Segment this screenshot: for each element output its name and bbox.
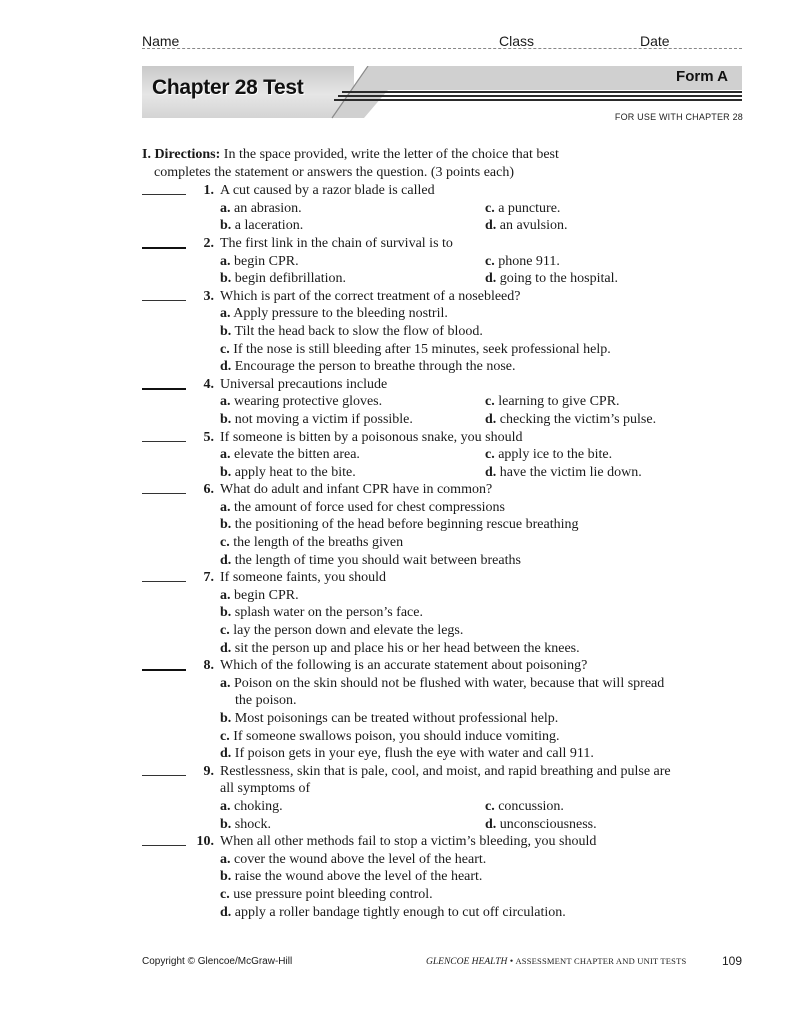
question-text: Restlessness, skin that is pale, cool, and moist, and rapid breathing and pulse are	[220, 763, 671, 779]
answer-blank-4[interactable]	[142, 376, 186, 390]
choice-letter: d.	[220, 552, 232, 568]
question-4	[142, 376, 752, 429]
choice-c: concussion.	[498, 798, 564, 814]
choice-letter: b.	[220, 464, 232, 480]
question-text: Universal precautions include	[220, 376, 388, 392]
page-number: 109	[722, 954, 743, 968]
question-number: 6.	[203, 482, 214, 498]
choice-letter: b.	[220, 323, 232, 339]
choice-letter: c.	[485, 798, 495, 814]
answer-blank-2[interactable]	[142, 235, 186, 249]
choice-c: phone 911.	[498, 253, 560, 269]
choice-letter: a.	[220, 851, 231, 867]
choice-a: wearing protective gloves.	[234, 394, 383, 410]
choice-d: unconsciousness.	[499, 816, 597, 832]
choice-d: Encourage the person to breathe through the nose.	[234, 359, 516, 375]
choice-a-continued: the poison.	[235, 693, 297, 709]
choice-c: If the nose is still bleeding after 15 minutes, seek professional help.	[233, 341, 611, 357]
choice-letter: a.	[220, 587, 231, 603]
question-number: 8.	[203, 658, 214, 674]
choice-letter: a.	[220, 306, 231, 322]
chapter-subtitle: FOR USE WITH CHAPTER 28	[614, 112, 743, 122]
name-label: Name	[142, 33, 180, 49]
question-text: If someone faints, you should	[220, 570, 387, 586]
question-number: 3.	[203, 288, 214, 304]
choice-c: the length of the breaths given	[233, 535, 404, 551]
choice-letter: b.	[220, 816, 232, 832]
name-class-date-line	[142, 48, 742, 49]
question-7	[142, 569, 752, 657]
choice-letter: d.	[220, 640, 232, 656]
choice-letter: a.	[220, 200, 231, 216]
directions-lead: I. Directions:	[142, 147, 221, 162]
class-label: Class	[499, 33, 535, 49]
choice-letter: a.	[220, 499, 231, 515]
choice-letter: d.	[485, 464, 497, 480]
choice-letter: c.	[220, 535, 230, 551]
choice-d: sit the person up and place his or her head between the knees.	[234, 640, 580, 656]
question-number: 9.	[203, 763, 214, 779]
choice-a: an abrasion.	[234, 200, 302, 216]
question-number: 4.	[203, 376, 214, 392]
answer-blank-10[interactable]	[142, 833, 186, 846]
question-6	[142, 481, 752, 569]
choice-letter: c.	[220, 728, 230, 744]
choice-letter: d.	[485, 816, 497, 832]
choice-d: going to the hospital.	[499, 271, 619, 287]
answer-blank-1[interactable]	[142, 182, 186, 195]
choice-letter: d.	[485, 271, 497, 287]
answer-blank-9[interactable]	[142, 763, 186, 776]
choice-d: checking the victim’s pulse.	[499, 411, 657, 427]
question-9	[142, 763, 752, 833]
choice-c: apply ice to the bite.	[498, 447, 613, 463]
answer-blank-5[interactable]	[142, 429, 186, 442]
answer-blank-3[interactable]	[142, 288, 186, 301]
choice-d: If poison gets in your eye, flush the eye with water and call 911.	[234, 746, 594, 762]
question-1	[142, 182, 752, 235]
choice-b: the positioning of the head before beginning rescue breathing	[234, 517, 579, 533]
question-text: Which of the following is an accurate statement about poisoning?	[220, 658, 588, 674]
choice-b: apply heat to the bite.	[234, 464, 356, 480]
footer-book-info	[426, 956, 686, 967]
choice-b: splash water on the person’s face.	[234, 605, 423, 621]
footer-bullet: •	[507, 957, 516, 967]
choice-letter: b.	[220, 411, 232, 427]
choice-c: learning to give CPR.	[498, 394, 620, 410]
choice-letter: d.	[220, 904, 232, 920]
question-8	[142, 657, 752, 763]
directions-text-2: completes the statement or answers the question. (3 points each)	[154, 164, 515, 180]
choice-letter: d.	[485, 218, 497, 234]
choice-a: begin CPR.	[234, 253, 299, 269]
choice-letter: b.	[220, 711, 232, 726]
choice-a: Poison on the skin should not be flushed with water, because that will spread	[234, 675, 665, 691]
choice-d: have the victim lie down.	[499, 464, 642, 480]
choice-b: begin defibrillation.	[234, 271, 346, 287]
choice-c: use pressure point bleeding control.	[233, 886, 433, 902]
answer-blank-7[interactable]	[142, 569, 186, 582]
choice-a: the amount of force used for chest compressions	[234, 499, 505, 515]
question-text: If someone is bitten by a poisonous snake, you should	[220, 429, 523, 445]
footer-section: ASSESSMENT CHAPTER AND UNIT TESTS	[515, 956, 687, 966]
test-content	[142, 146, 752, 921]
book-title: GLENCOE HEALTH	[426, 957, 508, 967]
choice-d: the length of time you should wait between breaths	[234, 552, 521, 568]
answer-blank-8[interactable]	[142, 657, 186, 671]
choice-c: lay the person down and elevate the legs.	[233, 623, 464, 639]
choice-letter: d.	[485, 411, 497, 427]
choice-a: elevate the bitten area.	[234, 447, 360, 463]
date-label: Date	[640, 33, 670, 49]
page-title: Chapter 28 Test	[152, 76, 304, 99]
choice-letter: c.	[485, 200, 495, 216]
question-text: When all other methods fail to stop a victim’s bleeding, you should	[220, 834, 597, 850]
choice-letter: b.	[220, 869, 232, 885]
choice-a: Apply pressure to the bleeding nostril.	[233, 306, 448, 322]
question-text: The first link in the chain of survival is to	[220, 235, 453, 251]
choice-letter: a.	[220, 394, 231, 410]
choice-a: cover the wound above the level of the heart.	[234, 851, 487, 867]
question-5	[142, 429, 752, 482]
choice-letter: c.	[220, 341, 230, 357]
choice-c: If someone swallows poison, you should induce vomiting.	[233, 728, 560, 744]
question-text: Which is part of the correct treatment of a nosebleed?	[220, 288, 521, 304]
choice-letter: a.	[220, 675, 231, 691]
choice-b: raise the wound above the level of the heart.	[234, 869, 483, 885]
choice-b: Tilt the head back to slow the flow of blood.	[234, 323, 483, 339]
choice-d: apply a roller bandage tightly enough to cut off circulation.	[234, 904, 566, 920]
choice-letter: b.	[220, 605, 232, 621]
question-10	[142, 833, 752, 921]
choice-a: choking.	[234, 798, 283, 814]
choice-letter: c.	[485, 447, 495, 463]
question-text: A cut caused by a razor blade is called	[220, 183, 435, 199]
answer-blank-6[interactable]	[142, 481, 186, 494]
choice-letter: a.	[220, 798, 231, 814]
choice-letter: c.	[485, 394, 495, 410]
question-2	[142, 235, 752, 288]
choice-letter: a.	[220, 253, 231, 269]
choice-b: shock.	[234, 816, 271, 832]
choice-letter: b.	[220, 517, 232, 533]
choice-b: not moving a victim if possible.	[234, 411, 413, 427]
choice-letter: b.	[220, 271, 232, 287]
choice-letter: c.	[220, 886, 230, 902]
choice-c: a puncture.	[498, 200, 561, 216]
form-label: Form A	[676, 68, 728, 85]
question-3	[142, 288, 752, 376]
question-number: 7.	[203, 570, 214, 586]
choice-b: a laceration.	[234, 218, 304, 234]
question-text: What do adult and infant CPR have in common?	[220, 482, 493, 498]
choice-d: an avulsion.	[499, 218, 568, 234]
choice-a: begin CPR.	[234, 587, 299, 603]
choice-letter: d.	[220, 359, 232, 375]
question-number: 1.	[203, 183, 214, 199]
question-number: 5.	[203, 429, 214, 445]
question-text-continued: all symptoms of	[220, 781, 311, 797]
choice-letter: d.	[220, 746, 232, 762]
choice-letter: c.	[485, 253, 495, 269]
choice-letter: c.	[220, 623, 230, 639]
choice-b: Most poisonings can be treated without professional help.	[234, 711, 559, 726]
question-number: 10.	[196, 834, 214, 850]
choice-letter: b.	[220, 218, 232, 234]
directions	[142, 146, 752, 181]
directions-text: In the space provided, write the letter of the choice that best	[220, 147, 559, 162]
copyright-notice: Copyright © Glencoe/McGraw-Hill	[142, 956, 293, 967]
question-number: 2.	[203, 235, 214, 251]
choice-letter: a.	[220, 447, 231, 463]
